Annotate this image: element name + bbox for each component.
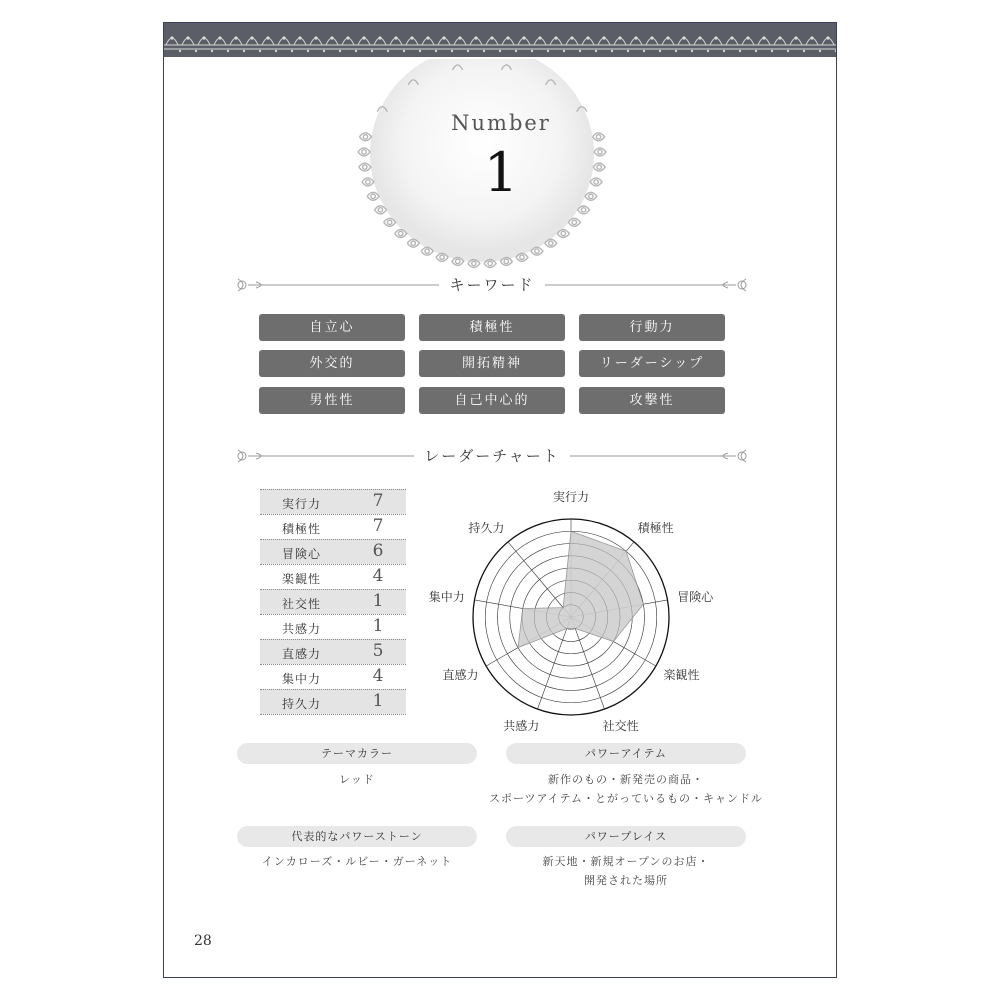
table-bottom-rule [260, 714, 406, 715]
book-page [163, 22, 837, 978]
stat-row [260, 539, 406, 564]
radar-axis-label: 共感力 [503, 719, 540, 734]
keyword-tag: 積極性 [419, 314, 565, 341]
radar-axis-label: 実行力 [552, 490, 590, 504]
stat-label: 実行力 [282, 497, 322, 511]
page-number: 28 [194, 933, 212, 949]
keywords-title: キーワード [439, 276, 544, 294]
stat-row [260, 664, 406, 689]
number-digit: 1 [483, 141, 519, 204]
stat-value: 1 [372, 616, 384, 636]
keyword-tag: 外交的 [259, 350, 405, 377]
stat-value: 7 [372, 516, 384, 536]
power-item-line1: 新作のもの・新発売の商品・ [548, 773, 704, 786]
keyword-tag: 男性性 [259, 387, 405, 414]
keyword-tag: 自立心 [259, 314, 405, 341]
radar-axis-label: 集中力 [428, 589, 465, 604]
stat-row [260, 614, 406, 639]
stat-label: 集中力 [282, 672, 322, 686]
stat-row [260, 639, 406, 664]
power-place-heading: パワープレイス [506, 826, 746, 847]
radar-axis-label: 積極性 [637, 521, 674, 536]
power-place-line1: 新天地・新規オープンのお店・ [542, 855, 710, 868]
stat-value: 7 [372, 491, 384, 511]
power-item-line2: スポーツアイテム・とがっているもの・キャンドル [488, 792, 764, 805]
number-word: Number [451, 111, 551, 135]
keyword-tag: 開拓精神 [419, 350, 565, 377]
radar-section-header [236, 444, 748, 468]
keyword-tag: 攻撃性 [579, 387, 725, 414]
stat-row [260, 489, 406, 514]
stat-row [260, 564, 406, 589]
keyword-tag: リーダーシップ [579, 350, 725, 377]
radar-title: レーダーチャート [414, 447, 570, 465]
stat-label: 共感力 [282, 622, 322, 636]
decorative-header-band [164, 23, 836, 57]
lace-border-ornament [164, 23, 836, 57]
stat-row [260, 589, 406, 614]
stat-value: 4 [372, 666, 384, 686]
radar-chart [419, 485, 739, 745]
stat-label: 積極性 [282, 522, 322, 536]
keyword-tag: 自己中心的 [419, 387, 565, 414]
stat-row [260, 689, 406, 714]
radar-axis-label: 直感力 [442, 668, 479, 682]
keywords-section-header [236, 273, 748, 297]
theme-color-heading: テーマカラー [237, 743, 477, 764]
stat-label: 冒険心 [282, 547, 322, 561]
stat-label: 楽観性 [282, 572, 322, 586]
power-stone-value: インカローズ・ルビー・ガーネット [261, 855, 453, 868]
stat-value: 5 [372, 641, 384, 661]
power-stone-heading: 代表的なパワーストーン [237, 826, 477, 847]
radar-axis-label: 冒険心 [677, 589, 714, 604]
keyword-tag: 行動力 [579, 314, 725, 341]
radar-axis-label: 楽観性 [663, 668, 700, 682]
stat-label: 社交性 [282, 597, 322, 611]
power-place-line2: 開発された場所 [584, 874, 668, 887]
radar-axis-label: 社交性 [602, 719, 639, 734]
stat-value: 1 [372, 691, 384, 711]
theme-color-value: レッド [339, 773, 375, 786]
stat-label: 直感力 [282, 647, 322, 661]
stat-value: 4 [372, 566, 384, 586]
stat-label: 持久力 [282, 697, 322, 711]
stat-value: 6 [372, 541, 384, 561]
power-item-heading: パワーアイテム [506, 743, 746, 764]
stat-row [260, 514, 406, 539]
stat-value: 1 [372, 591, 384, 611]
radar-axis-label: 持久力 [468, 521, 505, 536]
